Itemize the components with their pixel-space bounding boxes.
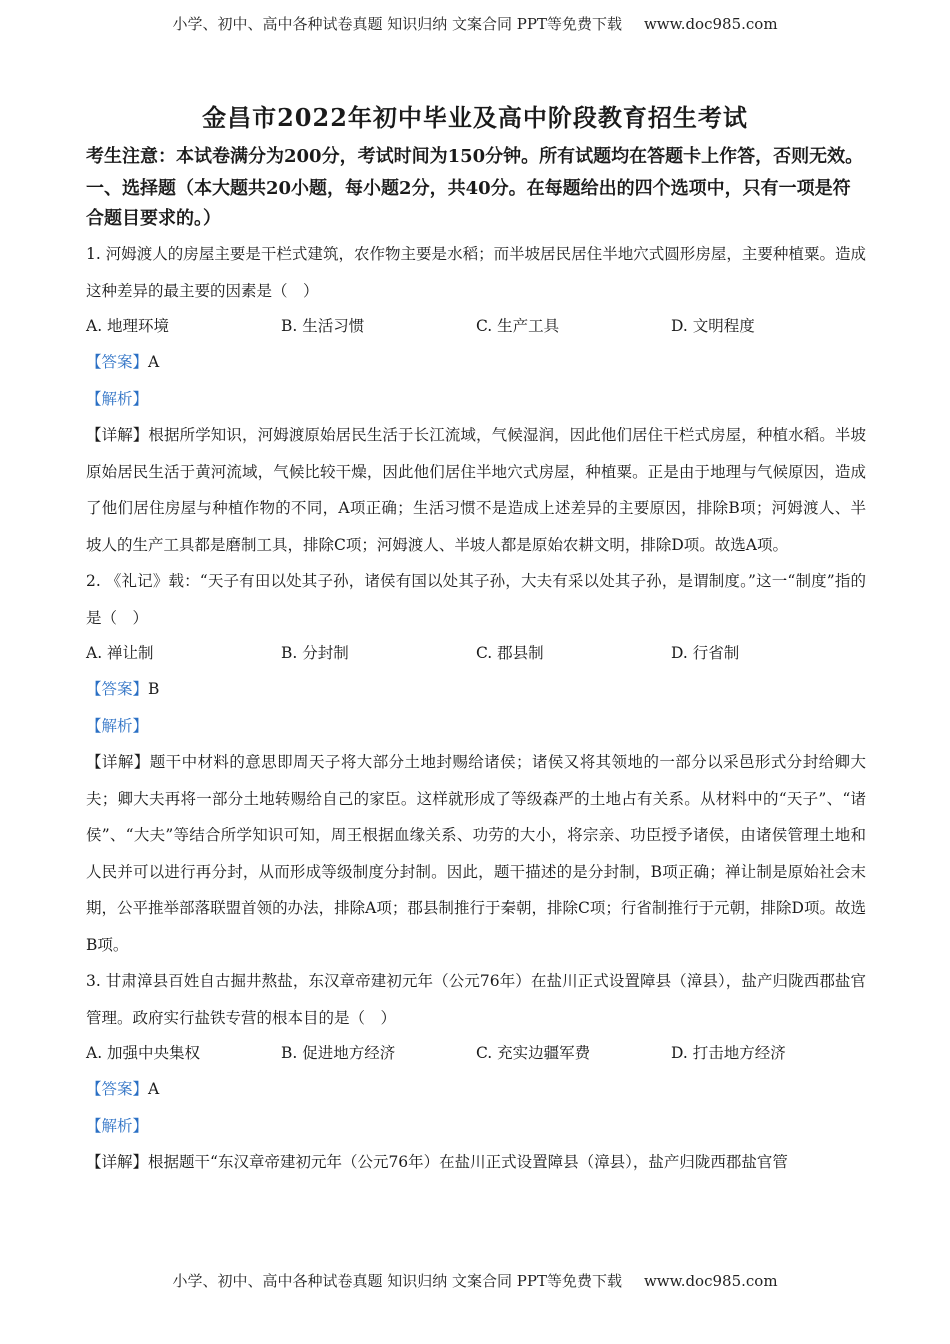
option-a: A. 地理环境 xyxy=(86,317,170,335)
option-a: A. 加强中央集权 xyxy=(86,1044,201,1062)
answer-value: A xyxy=(148,353,160,371)
option-b: B. 生活习惯 xyxy=(281,317,365,335)
option-b: B. 分封制 xyxy=(281,644,349,662)
detail-text: 根据题干“东汉章帝建初元年（公元76年）在盐川正式设置障县（漳县），盐产归陇西郡盐官管 xyxy=(148,1153,788,1171)
footer-text: 小学、初中、高中各种试卷真题 知识归纳 文案合同 PPT等免费下载 xyxy=(172,1272,622,1290)
header-url[interactable]: www.doc985.com xyxy=(643,15,778,33)
footer-url[interactable]: www.doc985.com xyxy=(643,1272,778,1290)
answer-label: 【答案】 xyxy=(86,680,149,698)
answer-line xyxy=(86,344,866,381)
analysis-line xyxy=(86,708,866,745)
analysis-label: 【解析】 xyxy=(86,389,149,408)
option-a: A. 禅让制 xyxy=(86,644,154,662)
option-c: C. 充实边疆军费 xyxy=(476,1044,591,1062)
exam-notice: 考生注意：本试卷满分为200分，考试时间为150分钟。所有试题均在答题卡上作答，否则无效。 xyxy=(86,146,864,167)
analysis-label: 【解析】 xyxy=(86,716,149,735)
options-row xyxy=(86,309,866,344)
answer-value: B xyxy=(148,680,160,698)
detail-label: 【详解】 xyxy=(86,753,150,771)
question-stem: 2. 《礼记》载：“天子有田以处其子孙，诸侯有国以处其子孙，大夫有采以处其子孙，是谓制度。”这一“制度”指的是（ ） xyxy=(86,572,866,627)
answer-value: A xyxy=(148,1080,160,1098)
option-c: C. 生产工具 xyxy=(476,317,560,335)
answer-label: 【答案】 xyxy=(86,1080,149,1098)
header-text: 小学、初中、高中各种试卷真题 知识归纳 文案合同 PPT等免费下载 xyxy=(172,15,622,33)
page-title: 金昌市2022年初中毕业及高中阶段教育招生考试 xyxy=(202,103,748,132)
detail-paragraph xyxy=(86,744,866,963)
detail-paragraph xyxy=(86,1144,866,1181)
section-heading: 一、选择题（本大题共20小题，每小题2分，共40分。在每题给出的四个选项中，只有一项是符合题目要求的。） xyxy=(86,178,851,229)
answer-label: 【答案】 xyxy=(86,353,149,371)
detail-label: 【详解】 xyxy=(86,426,149,444)
option-c: C. 郡县制 xyxy=(476,644,544,662)
options-row xyxy=(86,636,866,671)
analysis-line xyxy=(86,1108,866,1145)
question-stem: 3. 甘肃漳县百姓自古掘井熬盐，东汉章帝建初元年（公元76年）在盐川正式设置障县（漳县），盐产归陇西郡盐官管理。政府实行盐铁专营的根本目的是（ ） xyxy=(86,972,866,1027)
detail-text: 根据所学知识，河姆渡原始居民生活于长江流域，气候湿润，因此他们居住干栏式房屋，种植水稻。半坡原始居民生活于黄河流域，气候比较干燥，因此他们居住半地穴式房屋，种植粟。正是由于地理与气候原因，造成了他们居住房屋与种植作物的不同，A项正确；生活习惯不是造成上述差异的主要原因，排除B项；河姆渡人、半坡人的生产工具都是磨制工具，排除C项；河姆渡人、半坡人都是原始农耕文明，排除D项。故选A项。 xyxy=(86,426,866,554)
detail-label: 【详解】 xyxy=(86,1153,149,1171)
question-stem: 1. 河姆渡人的房屋主要是干栏式建筑，农作物主要是水稻；而半坡居民居住半地穴式圆形房屋，主要种植粟。造成这种差异的最主要的因素是（ ） xyxy=(86,245,866,300)
options-row xyxy=(86,1036,866,1071)
page-header xyxy=(0,13,950,34)
question-1 xyxy=(86,236,866,563)
question-3 xyxy=(86,963,866,1181)
page-footer xyxy=(0,1270,950,1291)
answer-line xyxy=(86,1071,866,1108)
detail-paragraph xyxy=(86,417,866,563)
analysis-label: 【解析】 xyxy=(86,1116,149,1135)
analysis-line xyxy=(86,381,866,418)
question-2 xyxy=(86,563,866,963)
option-d: D. 行省制 xyxy=(671,644,740,662)
option-d: D. 文明程度 xyxy=(671,317,755,335)
document-body xyxy=(86,142,866,1181)
option-d: D. 打击地方经济 xyxy=(671,1044,786,1062)
detail-text: 题干中材料的意思即周天子将大部分土地封赐给诸侯；诸侯又将其领地的一部分以采邑形式分封给卿大夫；卿大夫再将一部分土地转赐给自己的家臣。这样就形成了等级森严的土地占有关系。从材料中的“天子”、“诸侯”、“大夫”等结合所学知识可知，周王根据血缘关系、功劳的大小，将宗亲、功臣授予诸侯，由诸侯管理土地和人民并可以进行再分封，从而形成等级制度分封制。因此，题干描述的是分封制，B项正确；禅让制是原始社会末期，公平推举部落联盟首领的办法，排除A项；郡县制推行于秦朝，排除C项；行省制推行于元朝，排除D项。故选B项。 xyxy=(86,753,866,954)
answer-line xyxy=(86,671,866,708)
option-b: B. 促进地方经济 xyxy=(281,1044,396,1062)
